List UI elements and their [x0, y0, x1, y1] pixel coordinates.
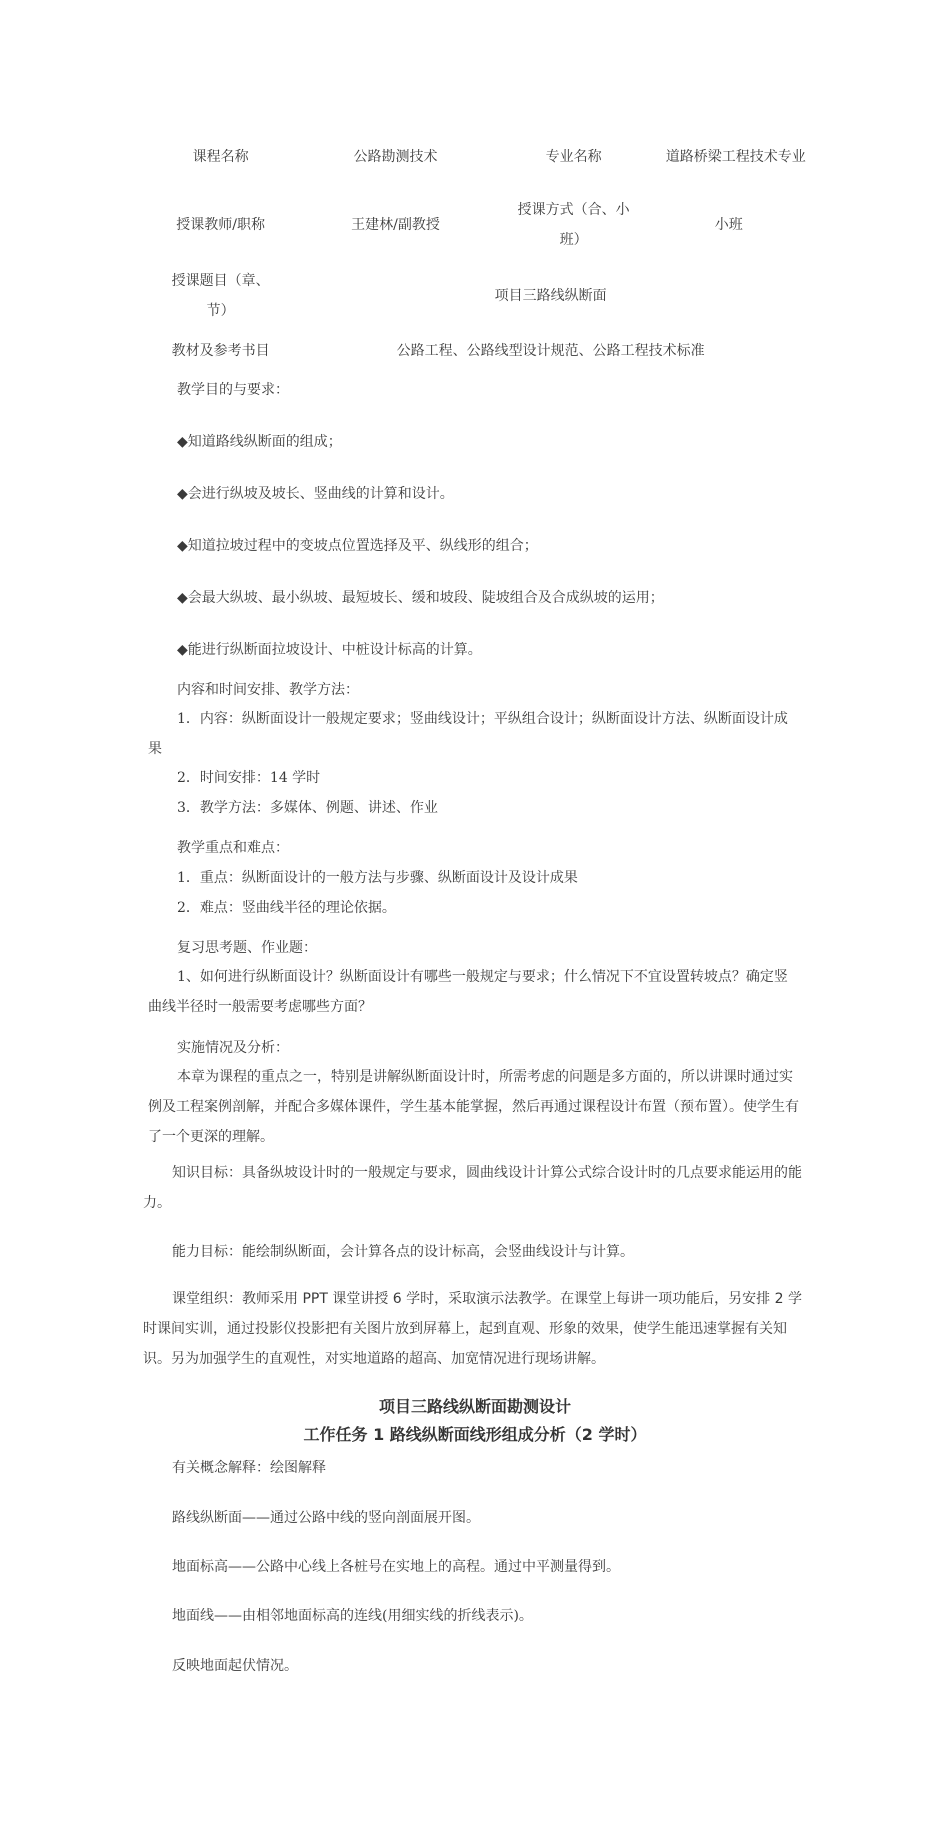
- knowledge-goal: 知识目标：具备纵坡设计时的一般规定与要求，圆曲线设计计算公式综合设计时的几点要求能运用的能力。: [143, 1165, 802, 1211]
- review-heading: 复习思考题、作业题：: [177, 940, 317, 956]
- list-item: ◆知道路线纵断面的组成；: [177, 434, 342, 450]
- objectives-heading: 教学目的与要求：: [177, 382, 289, 398]
- section-subtitle: 工作任务 1 路线纵断面线形组成分析（2 学时）: [303, 1425, 647, 1444]
- list-item: ◆知道拉坡过程中的变坡点位置选择及平、纵线形的组合；: [177, 538, 538, 554]
- list-item: 路线纵断面——通过公路中线的竖向剖面展开图。: [172, 1510, 480, 1526]
- content-item-2: 2．时间安排：14 学时: [177, 770, 321, 786]
- textbook-value: 公路工程、公路线型设计规范、公路工程技术标准: [396, 343, 705, 359]
- review-item-1: 1、如何进行纵断面设计？纵断面设计有哪些一般规定与要求；什么情况下不宜设置转坡点？确定竖曲线半径时一般需要考虑哪些方面？: [148, 969, 788, 1015]
- content-item-3: 3．教学方法：多媒体、例题、讲述、作业: [177, 800, 438, 816]
- list-item: ◆能进行纵断面拉坡设计、中桩设计标高的计算。: [177, 642, 482, 658]
- textbook-label: 教材及参考书目: [171, 343, 270, 359]
- course-name-label: 课程名称: [192, 149, 249, 165]
- ability-goal: 能力目标：能绘制纵断面，会计算各点的设计标高，会竖曲线设计与计算。: [172, 1244, 634, 1260]
- key-point-1: 1．重点：纵断面设计的一般方法与步骤、纵断面设计及设计成果: [177, 870, 578, 886]
- implementation-text: 本章为课程的重点之一，特别是讲解纵断面设计时，所需考虑的问题是多方面的，所以讲课时通过实例及工程案例剖解，并配合多媒体课件，学生基本能掌握，然后再通过课程设计布置（预布置）。使学生有了一个更深的理解。: [148, 1069, 799, 1145]
- teaching-mode-label: 授课方式（合、小班）: [517, 202, 630, 248]
- teacher-value: 王建林/副教授: [351, 217, 440, 233]
- content-heading: 内容和时间安排、教学方法：: [177, 682, 359, 698]
- list-item: 地面线——由相邻地面标高的连线(用细实线的折线表示)。: [172, 1608, 533, 1624]
- implementation-heading: 实施情况及分析：: [177, 1040, 289, 1056]
- table-row: [148, 124, 808, 190]
- section-title: 项目三路线纵断面勘测设计: [378, 1397, 571, 1416]
- topic-label: 授课题目（章、节）: [171, 273, 270, 319]
- teaching-mode-value: 小班: [714, 217, 743, 233]
- course-info-table: [148, 124, 808, 370]
- concepts-intro: 有关概念解释：绘图解释: [172, 1460, 326, 1476]
- course-name-value: 公路勘测技术: [353, 149, 438, 165]
- teacher-label: 授课教师/职称: [176, 217, 265, 233]
- class-organization: 课堂组织：教师采用 PPT 课堂讲授 6 学时，采取演示法教学。在课堂上每讲一项功能后，另安排 2 学时课间实训，通过投影仪投影把有关图片放到屏幕上，起到直观、形象的效果，使学生能迅速掌握有关知识。另为加强学生的直观性，对实地道路的超高、加宽情况进行现场讲解。: [143, 1291, 802, 1367]
- key-points-heading: 教学重点和难点：: [177, 840, 289, 856]
- table-row: [148, 190, 808, 260]
- major-name-value: 道路桥梁工程技术专业: [665, 149, 806, 165]
- key-point-2: 2．难点：竖曲线半径的理论依据。: [177, 900, 396, 916]
- table-row: [148, 260, 808, 332]
- list-item: ◆会进行纵坡及坡长、竖曲线的计算和设计。: [177, 486, 454, 502]
- topic-value: 项目三路线纵断面: [494, 288, 607, 304]
- major-name-label: 专业名称: [545, 149, 602, 165]
- table-row: [148, 332, 808, 370]
- list-item: 反映地面起伏情况。: [172, 1658, 298, 1674]
- content-item-1: 1．内容：纵断面设计一般规定要求；竖曲线设计；平纵组合设计；纵断面设计方法、纵断面设计成果: [148, 711, 788, 757]
- list-item: ◆会最大纵坡、最小纵坡、最短坡长、缓和坡段、陡坡组合及合成纵坡的运用；: [177, 590, 664, 606]
- list-item: 地面标高——公路中心线上各桩号在实地上的高程。通过中平测量得到。: [172, 1559, 620, 1575]
